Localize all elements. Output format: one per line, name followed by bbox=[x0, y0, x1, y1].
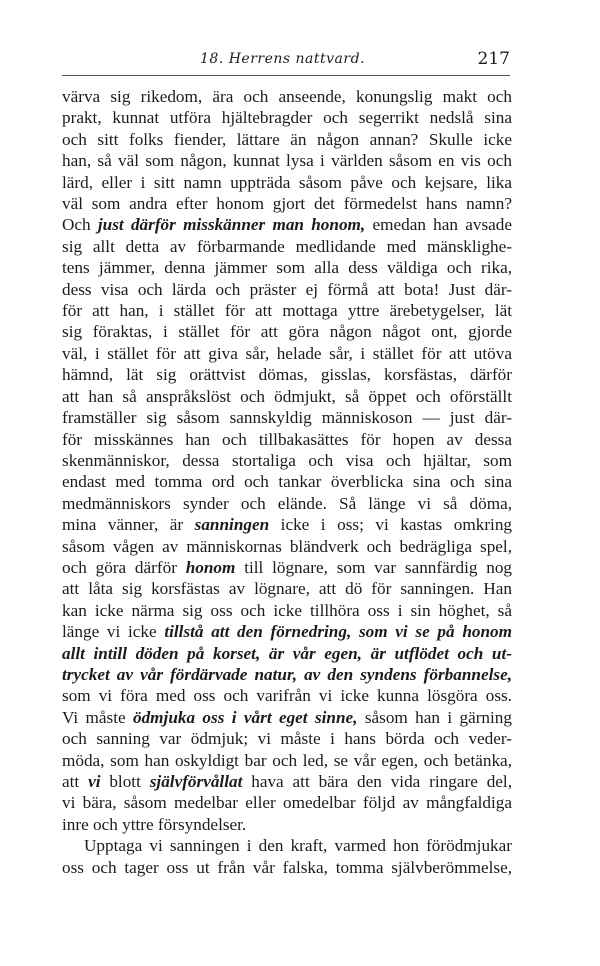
text-line bbox=[62, 257, 512, 278]
emphasis: allt intill döden på korset, är vår egen, är utflödet och ut- bbox=[62, 643, 512, 663]
text-line bbox=[62, 578, 512, 599]
text-run: och sitt folks fiender, lättare än någon annan? Skulle icke bbox=[62, 129, 512, 149]
text-line bbox=[62, 792, 512, 813]
text-run: att han så anspråkslöst och ödmjukt, så öppet och oförställt bbox=[62, 386, 512, 406]
text-run: värva sig rikedom, ära och anseende, konungslig makt och bbox=[62, 87, 512, 106]
text-run: till lögnare, som var sannfärdig nog bbox=[235, 557, 513, 577]
emphasis: honom bbox=[185, 557, 236, 577]
text-run: han, så väl som någon, kunnat lysa i världen såsom en vis och bbox=[62, 151, 512, 171]
text-run: hämnd, lät sig orättvist dömas, gisslas, korsfästas, därför bbox=[62, 365, 512, 385]
emphasis: trycket av vår fördärvade natur, av den syndens förbannelse, bbox=[62, 664, 512, 684]
emphasis: tillstå att den förnedring, som vi se på honom bbox=[164, 622, 512, 642]
text-run: såsom vågen av människornas bländverk och bedrägliga spel, bbox=[62, 536, 512, 556]
text-line bbox=[62, 450, 512, 471]
text-line bbox=[62, 364, 512, 385]
text-line bbox=[62, 664, 512, 685]
text-run: medmänniskors synder och elände. Så länge vi så döma, bbox=[62, 493, 512, 513]
running-title: 18. Herrens nattvard. bbox=[200, 51, 366, 67]
text-run: att bbox=[62, 772, 89, 791]
text-line bbox=[62, 193, 512, 214]
text-run: dess visa och lärda och präster ej förmå att bota! Just där- bbox=[62, 279, 512, 299]
text-line bbox=[62, 172, 512, 193]
text-run: mina vänner, är bbox=[62, 515, 195, 535]
text-run: oss och tager oss ut från vår falska, tomma självberömmelse, bbox=[62, 857, 512, 877]
text-line bbox=[62, 750, 512, 771]
text-line bbox=[62, 685, 512, 706]
text-run: sig allt detta av förbarmande medlidande med mänsklighe- bbox=[62, 236, 512, 256]
text-run: såsom han i gärning bbox=[357, 707, 512, 727]
emphasis: självförvållat bbox=[149, 772, 243, 791]
text-run: och sanning var ödmjuk; vi måste i hans börda och veder- bbox=[62, 729, 512, 749]
text-run: blott bbox=[100, 772, 150, 791]
text-run: skenmänniskor, dessa stortaliga och visa och hjältar, som bbox=[62, 450, 512, 470]
emphasis: ödmjuka oss i vårt eget sinne, bbox=[132, 707, 358, 727]
text-run: inre och yttre försyndelser. bbox=[62, 814, 247, 834]
text-run: tens jämmer, denna jämmer som alla dess väldiga och rika, bbox=[62, 258, 512, 278]
text-line bbox=[62, 621, 512, 642]
text-line bbox=[62, 236, 512, 257]
text-run: endast med tomma ord och tankar överblicka sina och sina bbox=[62, 472, 512, 492]
emphasis: sanningen bbox=[194, 515, 270, 535]
text-run: icke i oss; vi kastas omkring bbox=[269, 515, 513, 535]
text-line bbox=[62, 107, 512, 128]
text-line bbox=[62, 471, 512, 492]
text-line bbox=[62, 557, 512, 578]
text-line bbox=[62, 835, 512, 856]
text-run: kan icke närma sig oss och icke tillhöra oss i sin höghet, så bbox=[62, 600, 512, 620]
text-run: Vi måste bbox=[62, 707, 133, 727]
text-line bbox=[62, 771, 512, 792]
text-run: emedan han avsade bbox=[365, 215, 512, 235]
text-line bbox=[62, 150, 512, 171]
emphasis: just därför misskänner man honom, bbox=[97, 215, 366, 235]
body-text bbox=[62, 86, 512, 878]
text-run: framställer sig såsom sannskyldig människoson — just där- bbox=[62, 408, 512, 428]
text-line bbox=[62, 707, 512, 728]
text-line bbox=[62, 493, 512, 514]
text-line bbox=[62, 429, 512, 450]
text-run: väl som andra efter honom gjort det förmedelst hans namn? bbox=[62, 194, 512, 214]
text-run: vi bära, såsom medelbar eller omedelbar följd av mångfaldiga bbox=[62, 793, 512, 813]
text-run: och göra därför bbox=[62, 557, 186, 577]
text-run: sig föraktas, i stället för att göra någon något ont, gjorde bbox=[62, 322, 512, 342]
text-line bbox=[62, 514, 512, 535]
text-line bbox=[62, 279, 512, 300]
text-run: lärd, eller i sitt namn uppträda såsom påve och kejsare, lika bbox=[62, 172, 512, 192]
text-line bbox=[62, 407, 512, 428]
text-run: för misskännes han och tillbakasättes för hopen av dessa bbox=[62, 429, 512, 449]
text-line bbox=[62, 129, 512, 150]
text-run: Upptaga vi sanningen i den kraft, varmed hon förödmjukar bbox=[84, 836, 512, 856]
page-header bbox=[62, 51, 510, 76]
page-number: 217 bbox=[477, 49, 510, 69]
text-run: hava att bära den vida ringare del, bbox=[242, 772, 513, 791]
text-run: att låta sig korsfästas av lögnare, att dö för sanningen. Han bbox=[62, 579, 512, 599]
text-run: väl, i stället för att giva sår, helade sår, i stället för att utöva bbox=[62, 343, 512, 363]
text-run: prakt, kunnat utföra hjältebragder och segerrikt nedslå sina bbox=[62, 108, 512, 128]
text-line bbox=[62, 343, 512, 364]
text-line bbox=[62, 214, 512, 235]
text-line bbox=[62, 300, 512, 321]
text-line bbox=[62, 814, 512, 835]
text-line bbox=[62, 728, 512, 749]
text-line bbox=[62, 536, 512, 557]
text-line bbox=[62, 643, 512, 664]
text-line bbox=[62, 600, 512, 621]
text-run: möda, som han oskyldigt bar och led, se vår egen, och betänka, bbox=[62, 750, 512, 770]
emphasis: vi bbox=[88, 772, 101, 791]
text-run: Och bbox=[62, 215, 98, 235]
text-line bbox=[62, 321, 512, 342]
text-line bbox=[62, 857, 512, 878]
text-run: länge vi icke bbox=[62, 622, 165, 642]
text-line bbox=[62, 86, 512, 107]
text-run: för att han, i stället för att mottaga yttre ärebetygelser, lät bbox=[62, 301, 512, 321]
text-run: som vi föra med oss och varifrån vi icke kunna lösgöra oss. bbox=[62, 686, 512, 706]
text-line bbox=[62, 386, 512, 407]
